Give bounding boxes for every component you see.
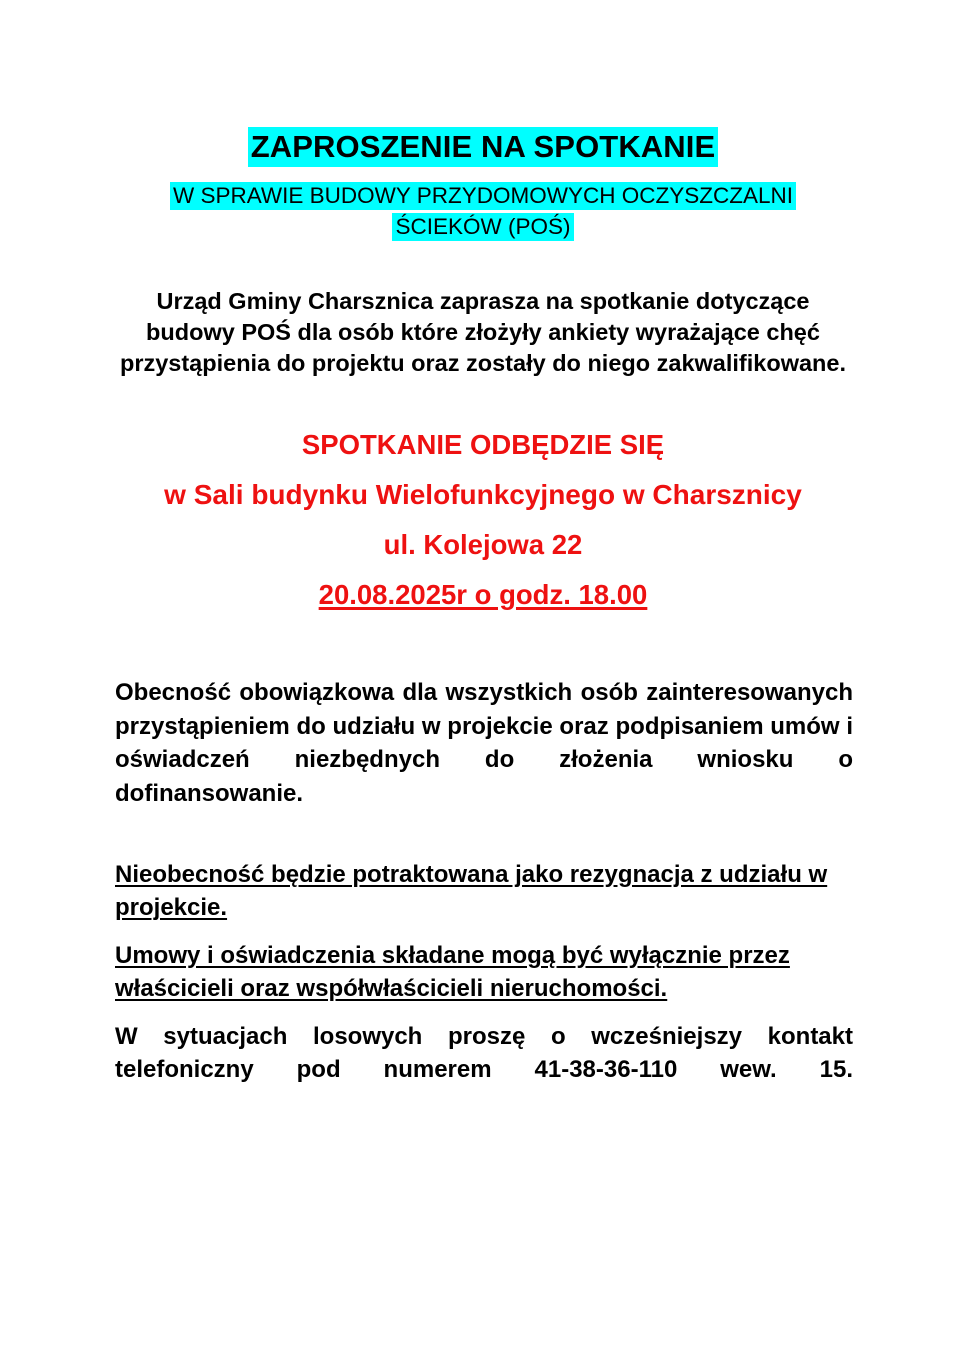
announcement-datetime: 20.08.2025r o godz. 18.00 (318, 579, 648, 610)
body-paragraph-absence-warning: Nieobecność będzie potraktowana jako rezygnacja z udziału w projekcie. (115, 860, 828, 921)
body-paragraph-attendance: Obecność obowiązkowa dla wszystkich osób zainteresowanych przystąpieniem do udziału w projekcie oraz podpisaniem umów i oświadczeń niezbędnych do złożenia wniosku o dofinansowanie. (115, 679, 853, 807)
page-subtitle-line-1-text: W SPRAWIE BUDOWY PRZYDOMOWYCH OCZYSZCZALNI (170, 182, 796, 210)
page-subtitle (0, 180, 966, 242)
body-content (115, 676, 853, 1132)
page-title (0, 128, 966, 166)
announcement-line-3: ul. Kolejowa 22 (383, 529, 583, 560)
intro-paragraph: Urząd Gminy Charsznica zaprasza na spotkanie dotyczące budowy POŚ dla osób które złożyły ankiety wyrażające chęć przystąpienia do projektu oraz zostały do niego zakwalifikowane. (119, 288, 847, 376)
announcement-line-2: w Sali budynku Wielofunkcyjnego w Charsznicy (164, 479, 802, 510)
announcement-line-1: SPOTKANIE ODBĘDZIE SIĘ (301, 429, 665, 460)
announcement-block (0, 428, 966, 628)
page-subtitle-line-2-text: ŚCIEKÓW (POŚ) (392, 213, 573, 241)
page-subtitle-line-1 (0, 180, 966, 211)
page-subtitle-line-2 (0, 211, 966, 242)
document-header (0, 128, 966, 242)
page-title-text: ZAPROSZENIE NA SPOTKANIE (248, 127, 719, 167)
body-paragraph-contact: W sytuacjach losowych proszę o wcześniejszy kontakt telefoniczny pod numerem 41-38-36-110 wew. 15. (115, 1022, 853, 1083)
body-paragraph-owners-only: Umowy i oświadczenia składane mogą być wyłącznie przez właścicieli oraz współwłaścicieli nieruchomości. (115, 941, 790, 1002)
